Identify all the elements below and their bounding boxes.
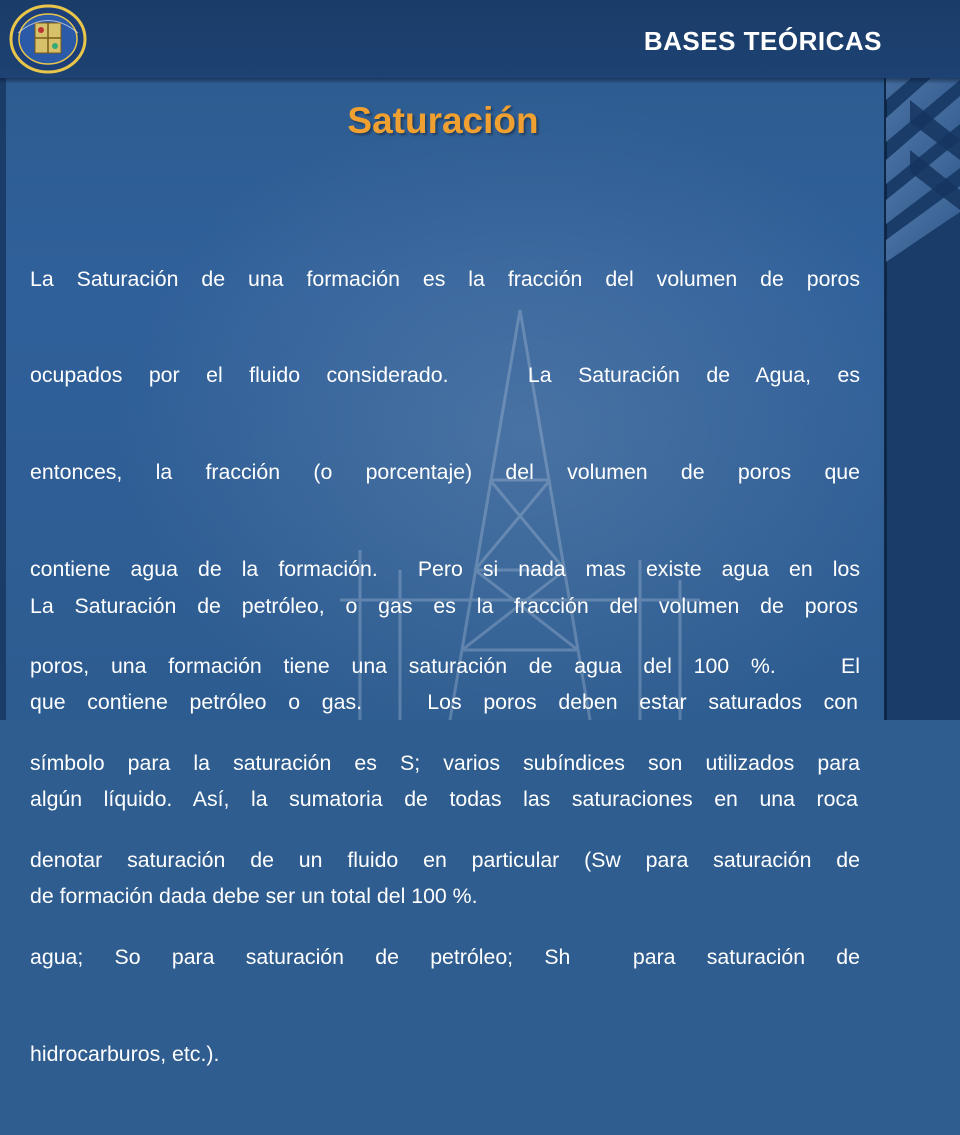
paragraph-line: La Saturación de una formación es la fracción del volumen de poros	[30, 266, 860, 291]
paragraph-line: La Saturación de petróleo, o gas es la fracción del volumen de poros	[30, 593, 858, 618]
paragraph-line: que contiene petróleo o gas. Los poros deben estar saturados con	[30, 690, 858, 715]
header-shadow	[0, 78, 960, 84]
header-title: BASES TEÓRICAS	[643, 26, 882, 56]
paragraph-line: entonces, la fracción (o porcentaje) del volumen de poros que	[30, 460, 860, 485]
slide-title: Saturación	[347, 100, 539, 141]
paragraph-line: denotar saturación de un fluido en particular (Sw para saturación de	[30, 847, 860, 872]
paragraph-line: hidrocarburos, etc.).	[30, 1041, 220, 1066]
paragraph-line: agua; So para saturación de petróleo; Sh para saturación de	[30, 944, 860, 969]
institution-shield-logo	[8, 3, 88, 75]
paragraph-line: ocupados por el fluido considerado. La Saturación de Agua, es	[30, 363, 860, 388]
paragraph-line: contiene agua de la formación. Pero si nada mas existe agua en los	[30, 557, 860, 582]
paragraph-line: símbolo para la saturación es S; varios subíndices son utilizados para	[30, 751, 860, 776]
paragraph-oil-saturation	[30, 525, 858, 977]
paragraph-line: algún líquido. Así, la sumatoria de todas las saturaciones en una roca	[30, 787, 858, 812]
paragraph-line: poros, una formación tiene una saturación de agua del 100 %. El	[30, 654, 860, 679]
paragraph-line: de formación dada debe ser un total del 100 %.	[30, 884, 478, 909]
